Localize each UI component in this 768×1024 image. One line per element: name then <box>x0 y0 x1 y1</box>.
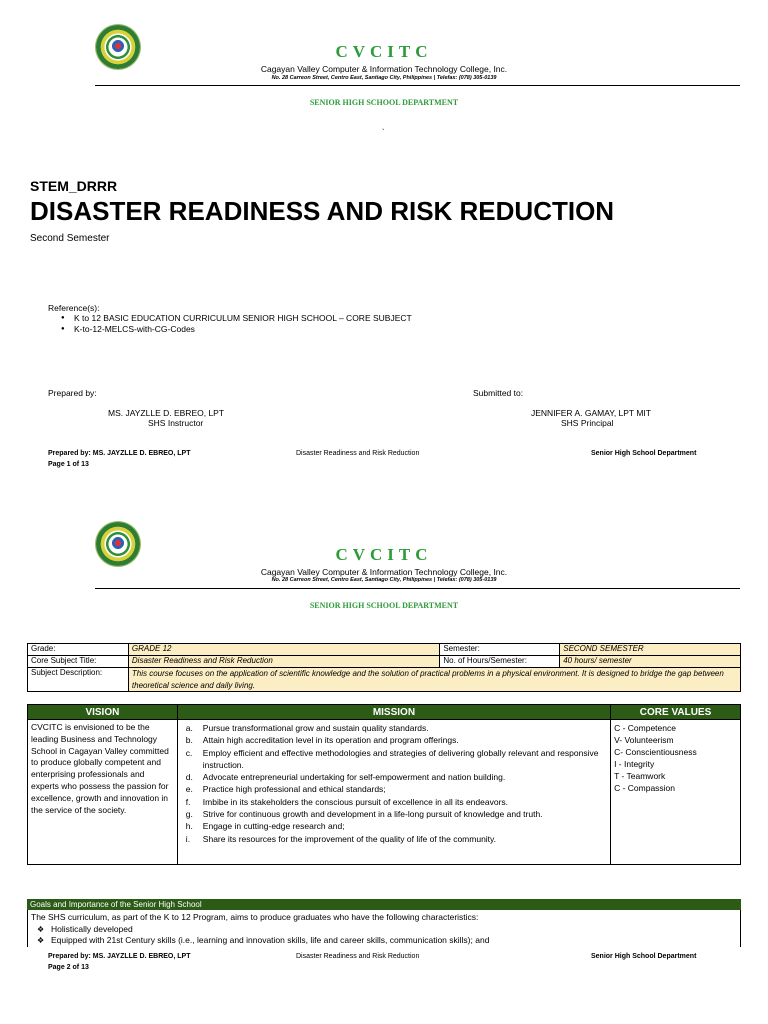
department-label: SENIOR HIGH SCHOOL DEPARTMENT <box>309 98 459 107</box>
college-name: Cagayan Valley Computer & Information Technology College, Inc. <box>260 567 508 577</box>
goals-list <box>31 924 737 947</box>
mission-cell <box>177 720 610 865</box>
reference-item: ● K to 12 BASIC EDUCATION CURRICULUM SENIOR HIGH SCHOOL – CORE SUBJECT <box>74 313 412 324</box>
core-value: V- Volunteerism <box>614 735 674 745</box>
prepared-by-label: Prepared by: <box>48 388 97 398</box>
core-value: I - Integrity <box>614 759 655 769</box>
submitted-name: JENNIFER A. GAMAY, LPT MIT <box>531 408 651 418</box>
mission-item: Strive for continuous growth and development in a life-long pursuit of knowledge and truth. <box>202 809 543 820</box>
footer-subject: Disaster Readiness and Risk Reduction <box>296 450 420 457</box>
mission-item: Employ efficient and effective methodologies and strategies of delivering globally relevant and responsive instruction. <box>202 747 599 770</box>
description-label: Subject Description: <box>28 668 129 692</box>
goal-item: ❖ Holistically developed <box>51 924 737 936</box>
mission-item: Attain high accreditation level in its operation and program offerings. <box>202 735 459 746</box>
references-label: Reference(s): <box>48 303 100 313</box>
core-value: C- Conscientiousness <box>614 747 697 757</box>
footer-department: Senior High School Department <box>591 450 697 457</box>
semester-label: Semester: <box>440 644 560 656</box>
mission-item: Engage in cutting-edge research and; <box>202 821 345 832</box>
course-title: DISASTER READINESS AND RISK REDUCTION <box>30 196 615 226</box>
semester-label: Second Semester <box>30 233 110 244</box>
core-values-header: CORE VALUES <box>611 705 741 720</box>
course-info-table <box>27 643 741 692</box>
mission-item: Advocate entrepreneurial undertaking for self-empowerment and nation building. <box>202 772 506 783</box>
preparer-role: SHS Instructor <box>148 418 204 428</box>
core-values-cell <box>611 720 741 865</box>
reference-item: ● K-to-12-MELCS-with-CG-Codes <box>74 324 412 335</box>
course-code: STEM_DRRR <box>30 178 118 194</box>
goal-item: ❖ Equipped with 21st Century skills (i.e., learning and innovation skills, life and career skills, communication skills); and <box>51 935 737 947</box>
college-address: No. 28 Carreon Street, Centro East, Santiago City, Philippines | Telefax: (078) 305-0139 <box>271 577 497 583</box>
mission-item: Pursue transformational grow and sustain quality standards. <box>202 723 429 733</box>
stray-mark: ` <box>382 128 385 137</box>
goals-section <box>27 910 741 947</box>
grade-value: GRADE 12 <box>128 644 439 656</box>
mission-item: Practice high professional and ethical standards; <box>202 784 386 795</box>
footer-subject: Disaster Readiness and Risk Reduction <box>296 953 420 960</box>
goals-intro: The SHS curriculum, as part of the K to 12 Program, aims to produce graduates who have the following characteristics: <box>31 912 479 922</box>
page-number: Page 2 of 13 <box>48 964 89 971</box>
core-value: T - Teamwork <box>614 771 666 781</box>
vision-header: VISION <box>28 705 178 720</box>
hours-label: No. of Hours/Semester: <box>440 656 560 668</box>
goals-header: Goals and Importance of the Senior High School <box>27 899 741 910</box>
page-number: Page 1 of 13 <box>48 461 89 468</box>
preparer-name: MS. JAYZLLE D. EBREO, LPT <box>108 408 225 418</box>
college-address: No. 28 Carreon Street, Centro East, Santiago City, Philippines | Telefax: (078) 305-0139 <box>271 75 497 81</box>
header-divider <box>95 588 740 589</box>
subject-title-value: Disaster Readiness and Risk Reduction <box>128 656 439 668</box>
grade-label: Grade: <box>28 644 129 656</box>
mission-list <box>181 722 607 845</box>
subject-title-label: Core Subject Title: <box>28 656 129 668</box>
submitted-role: SHS Principal <box>561 418 614 428</box>
submitted-to-label: Submitted to: <box>473 388 524 398</box>
footer-prepared: Prepared by: MS. JAYZLLE D. EBREO, LPT <box>48 450 191 457</box>
hours-value: 40 hours/ semester <box>560 656 741 668</box>
semester-value: SECOND SEMESTER <box>560 644 741 656</box>
brand-name: CVCITC <box>335 42 433 61</box>
vision-mission-table <box>27 704 741 865</box>
header-divider <box>95 85 740 86</box>
mission-item: Share its resources for the improvement of the quality of life of the community. <box>202 833 497 844</box>
core-value: C - Competence <box>614 723 676 733</box>
footer-department: Senior High School Department <box>591 953 697 960</box>
mission-header: MISSION <box>177 705 610 720</box>
references-list <box>60 313 412 335</box>
vision-text: CVCITC is envisioned to be the leading Business and Technology School in Cagayan Valley committed to produce globally competent and enterprising professionals and experts who possess the passion for excellence, growth and innovation in the service of the society. <box>28 720 178 865</box>
department-label: SENIOR HIGH SCHOOL DEPARTMENT <box>309 601 459 610</box>
brand-name: CVCITC <box>335 545 433 564</box>
core-value: C - Compassion <box>614 783 676 793</box>
description-value: This course focuses on the application of scientific knowledge and the solution of practical problems in a physical environment. It is designed to bridge the gap between theoretical science and daily living. <box>128 668 740 692</box>
footer-prepared: Prepared by: MS. JAYZLLE D. EBREO, LPT <box>48 953 191 960</box>
college-name: Cagayan Valley Computer & Information Technology College, Inc. <box>260 64 508 74</box>
mission-item: Imbibe in its stakeholders the conscious pursuit of excellence in all its endeavors. <box>202 796 509 807</box>
